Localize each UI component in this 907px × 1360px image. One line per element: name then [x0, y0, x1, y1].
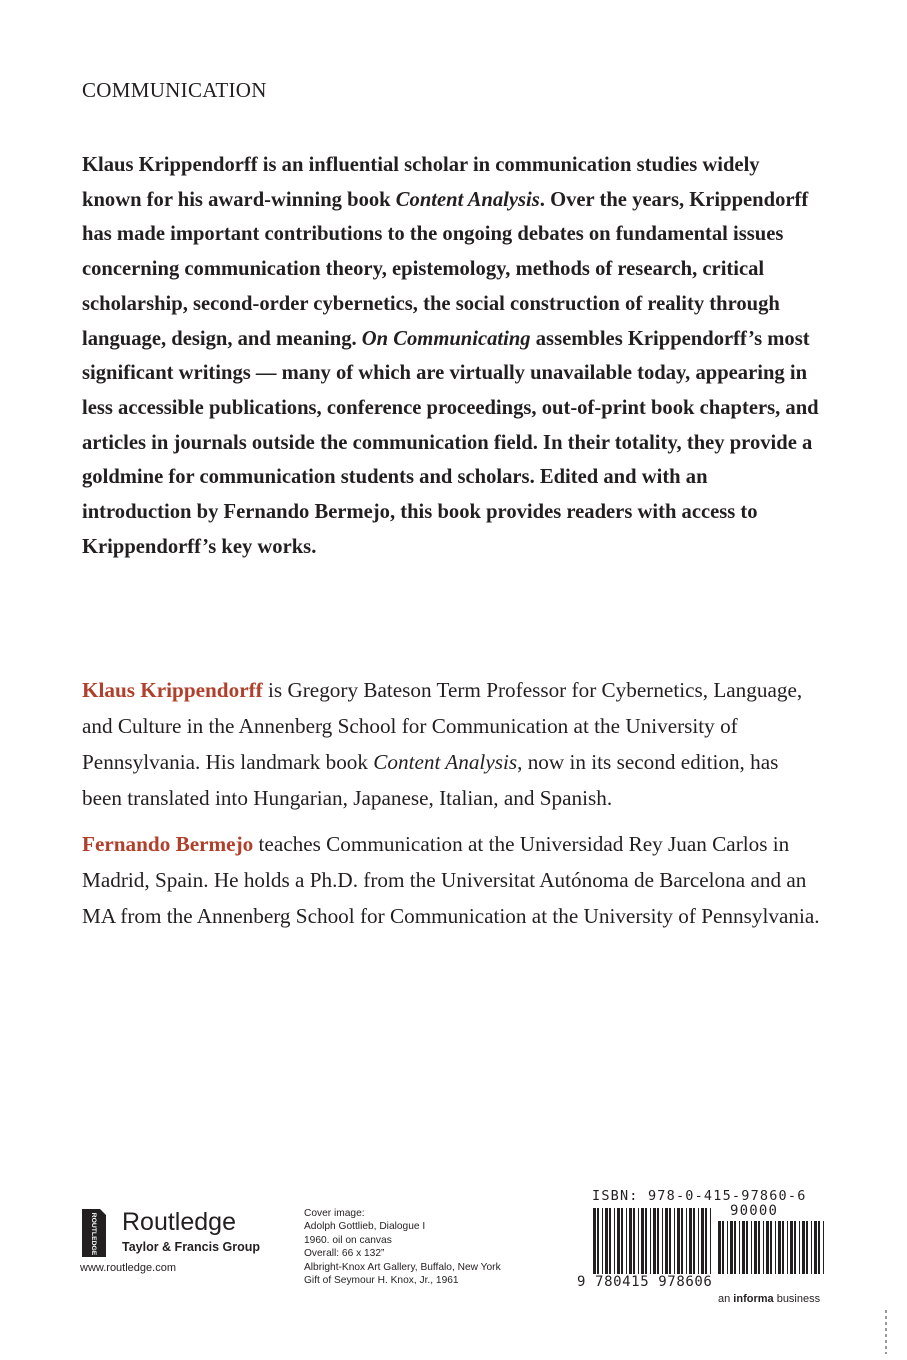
- barcode-bar: [621, 1208, 623, 1274]
- barcode-bar: [802, 1221, 805, 1274]
- barcode-addon: [717, 1221, 827, 1274]
- informa-tagline: [718, 1293, 820, 1305]
- barcode-bar: [722, 1221, 724, 1274]
- barcode-digits: 9 780415 978606: [577, 1274, 713, 1290]
- barcode-bar: [818, 1221, 820, 1274]
- barcode-bar: [677, 1208, 680, 1274]
- barcode-bar: [814, 1221, 817, 1274]
- barcode-bar: [698, 1208, 699, 1274]
- credit-line: Overall: 66 x 132”: [304, 1248, 385, 1260]
- author-bio-text-2: , now in its second edition, has been translated into Hungarian, Japanese, Italian, and Spanish.: [82, 750, 779, 810]
- blurb-title-2: On Communicating: [361, 327, 531, 350]
- barcode-bar: [657, 1208, 659, 1274]
- publisher-logo: [80, 1207, 280, 1263]
- barcode-bar: [710, 1208, 711, 1274]
- barcode-bar: [633, 1208, 635, 1274]
- isbn-label: ISBN: 978-0-415-97860-6: [592, 1188, 807, 1204]
- publisher-website: www.routledge.com: [80, 1262, 176, 1274]
- blurb-part-1: Klaus Krippendorff is an influential scholar in communication studies widely known for his award-winning book: [82, 154, 760, 211]
- barcode-bar: [782, 1221, 784, 1274]
- logo-vertical-text: ROUTLEDGE: [90, 1212, 98, 1256]
- editor-bio: [82, 826, 822, 934]
- publisher-group: Taylor & Francis Group: [122, 1240, 260, 1254]
- barcode-bar: [770, 1221, 772, 1274]
- author-bio-book-title: Content Analysis: [373, 750, 518, 774]
- barcode-bar: [626, 1208, 627, 1274]
- barcode-bar: [593, 1208, 596, 1274]
- barcode-bar: [614, 1208, 615, 1274]
- barcode-bar: [662, 1208, 663, 1274]
- barcode-bar: [811, 1221, 812, 1274]
- barcode-bar: [653, 1208, 656, 1274]
- blurb-title-1: Content Analysis: [395, 188, 540, 211]
- barcode-bar: [751, 1221, 752, 1274]
- barcode-bar: [823, 1221, 824, 1274]
- barcode-bar: [794, 1221, 796, 1274]
- barcode-bar: [638, 1208, 639, 1274]
- editor-bio-text: teaches Communication at the Universidad Rey Juan Carlos in Madrid, Spain. He holds a Ph.D. from the Universitat Autónoma de Barcelona and an MA from the Annenberg School for Communication at the University of Pennsylvania.: [82, 832, 820, 928]
- blurb-part-3: assembles Krippendorff’s most significant writings — many of which are virtually unavailable today, appearing in less accessible publications, conference proceedings, out-of-print book chapters, and articles in journals outside the communication field. In their totality, they provide a goldmine for communication students and scholars. Edited and with an introduction by Fernando Bermejo, this book provides readers with access to Krippendorff’s key works.: [82, 327, 819, 558]
- barcode-bar: [629, 1208, 632, 1274]
- barcode-bar: [602, 1208, 603, 1274]
- credit-line: Gift of Seymour H. Knox, Jr., 1961: [304, 1275, 459, 1287]
- barcode-bar: [758, 1221, 760, 1274]
- barcode-bar: [763, 1221, 764, 1274]
- blurb-part-2: . Over the years, Krippendorff has made important contributions to the ongoing debates on fundamental issues concerning communication theory, epistemology, methods of research, critical scholarship, second-order cybernetics, the social construction of reality through language, design, and meaning.: [82, 188, 809, 350]
- informa-prefix: an: [718, 1293, 734, 1305]
- barcode-bar: [674, 1208, 675, 1274]
- barcode-bar: [617, 1208, 620, 1274]
- barcode-bar: [754, 1221, 757, 1274]
- barcode-bar: [799, 1221, 800, 1274]
- barcode-bar: [778, 1221, 781, 1274]
- author-bio: [82, 672, 822, 816]
- barcode-bar: [766, 1221, 769, 1274]
- barcode-bar: [605, 1208, 608, 1274]
- barcode-bar: [645, 1208, 647, 1274]
- barcode-bar: [775, 1221, 776, 1274]
- barcode-bar: [689, 1208, 692, 1274]
- barcode-bar: [597, 1208, 599, 1274]
- routledge-logo-icon: [80, 1207, 108, 1259]
- barcode-bar: [806, 1221, 808, 1274]
- barcode-bar: [739, 1221, 740, 1274]
- credit-line: 1960. oil on canvas: [304, 1234, 392, 1246]
- barcode-main: [592, 1208, 714, 1274]
- barcode-bar: [650, 1208, 651, 1274]
- author-name: Klaus Krippendorff: [82, 678, 263, 702]
- barcode-bar: [787, 1221, 788, 1274]
- barcode-bar: [665, 1208, 668, 1274]
- author-bio-text-1: is Gregory Bateson Term Professor for Cybernetics, Language, and Culture in the Annenberg School for Communication at the University of Pennsylvania. His landmark book: [82, 678, 803, 774]
- credit-line: Albright-Knox Art Gallery, Buffalo, New York: [304, 1261, 501, 1273]
- barcode-bar: [641, 1208, 644, 1274]
- barcode-bar: [790, 1221, 793, 1274]
- credit-line: Cover image:: [304, 1208, 365, 1219]
- informa-suffix: business: [773, 1293, 821, 1305]
- barcode-bar: [730, 1221, 733, 1274]
- barcode-bar: [746, 1221, 748, 1274]
- category-label: COMMUNICATION: [82, 78, 267, 102]
- credit-line: Adolph Gottlieb, Dialogue I: [304, 1221, 426, 1233]
- barcode-bar: [669, 1208, 671, 1274]
- barcode-bar: [681, 1208, 683, 1274]
- price-addon-digits: 90000: [730, 1203, 779, 1219]
- informa-brand: informa: [733, 1293, 774, 1305]
- barcode-bar: [718, 1221, 721, 1274]
- editor-name: Fernando Bermejo: [82, 832, 254, 856]
- barcode-bar: [693, 1208, 695, 1274]
- barcode-bar: [734, 1221, 736, 1274]
- barcode-bar: [742, 1221, 745, 1274]
- barcode-bar: [727, 1221, 728, 1274]
- barcode-bar: [609, 1208, 611, 1274]
- barcode-bar: [705, 1208, 707, 1274]
- book-description: [82, 148, 822, 564]
- barcode-bar: [701, 1208, 704, 1274]
- publisher-name: Routledge: [122, 1208, 236, 1236]
- edge-trim-mark: [885, 1310, 887, 1354]
- cover-credits: [304, 1207, 544, 1287]
- barcode-bar: [686, 1208, 687, 1274]
